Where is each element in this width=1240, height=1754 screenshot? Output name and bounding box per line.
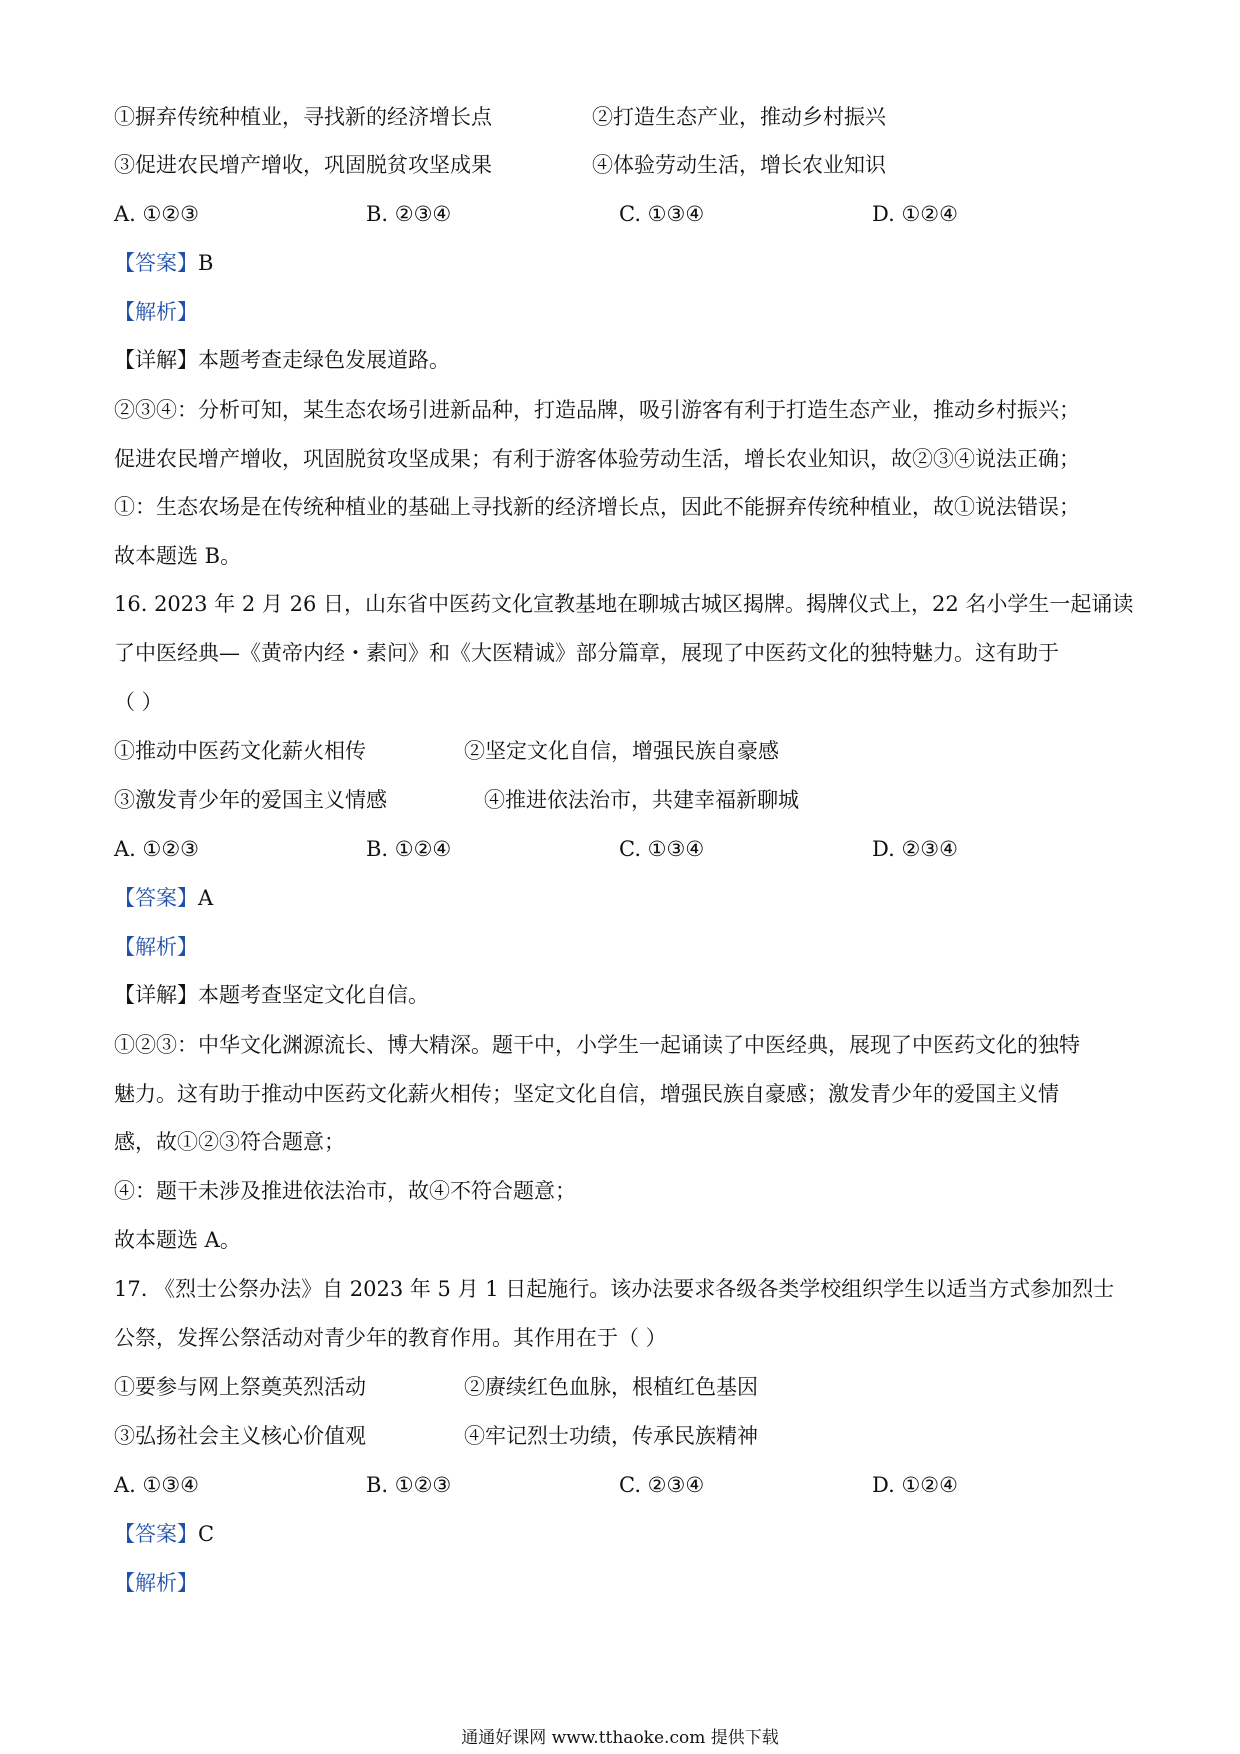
- q15-detail: [114, 346, 450, 374]
- q17-statement-row2-right: ④牢记烈士功绩，传承民族精神: [464, 1424, 758, 1448]
- detail-label: 【详解】: [114, 983, 198, 1007]
- q15-statement-row2-right: ④体验劳动生活，增长农业知识: [592, 153, 886, 177]
- q16-explain-line-2: 魅力。这有助于推动中医药文化薪火相传；坚定文化自信，增强民族自豪感；激发青少年的爱国主义情: [114, 1082, 1059, 1106]
- q16-statement-row1-right: ②坚定文化自信，增强民族自豪感: [464, 739, 779, 763]
- q16-explain-line-4: ④：题干未涉及推进依法治市，故④不符合题意；: [114, 1179, 576, 1203]
- q16-stem-line-2: 了中医经典—《黄帝内经・素问》和《大医精诚》部分篇章，展现了中医药文化的独特魅力。这有助于: [114, 641, 1059, 665]
- q16-detail: [114, 981, 429, 1009]
- q15-option-d: D. ①②④: [872, 202, 958, 226]
- q17-option-c: C. ②③④: [619, 1473, 705, 1497]
- q16-answer: [114, 884, 213, 912]
- q16-stem-line-3: （ ）: [114, 690, 163, 714]
- q16-explain-line-1: ①②③：中华文化渊源流长、博大精深。题干中，小学生一起诵读了中医经典，展现了中医药文化的独特: [114, 1033, 1080, 1057]
- q16-explain-line-3: 感，故①②③符合题意；: [114, 1130, 345, 1154]
- footer-source: 通通好课网 www.tthaoke.com 提供下载: [461, 1728, 779, 1748]
- q16-option-d: D. ②③④: [872, 837, 958, 861]
- q16-option-a: A. ①②③: [114, 837, 199, 861]
- q16-option-c: C. ①③④: [619, 837, 705, 861]
- q15-analysis-label: 【解析】: [114, 300, 198, 324]
- q17-option-b: B. ①②③: [366, 1473, 452, 1497]
- q17-answer: [114, 1520, 214, 1548]
- q15-statement-row1-left: ①摒弃传统种植业，寻找新的经济增长点: [114, 105, 492, 129]
- q15-option-b: B. ②③④: [366, 202, 452, 226]
- q17-stem-line-1: 17. 《烈士公祭办法》自 2023 年 5 月 1 日起施行。该办法要求各级各类学校组织学生以适当方式参加烈士: [114, 1277, 1115, 1301]
- q17-statement-row1-right: ②赓续红色血脉，根植红色基因: [464, 1375, 758, 1399]
- q17-stem-line-2: 公祭，发挥公祭活动对青少年的教育作用。其作用在于（ ）: [114, 1326, 667, 1350]
- q16-analysis-label: 【解析】: [114, 935, 198, 959]
- q16-stem-line-1: 16. 2023 年 2 月 26 日，山东省中医药文化宣教基地在聊城古城区揭牌。揭牌仪式上，22 名小学生一起诵读: [114, 592, 1134, 616]
- q15-explain-line-3: ①：生态农场是在传统种植业的基础上寻找新的经济增长点，因此不能摒弃传统种植业，故①说法错误；: [114, 495, 1080, 519]
- answer-value: A: [198, 886, 214, 910]
- answer-label: 【答案】: [114, 1522, 198, 1546]
- q16-explain-line-5: 故本题选 A。: [114, 1228, 241, 1252]
- q16-statement-row1-left: ①推动中医药文化薪火相传: [114, 739, 366, 763]
- q15-explain-line-4: 故本题选 B。: [114, 544, 242, 568]
- q15-explain-line-2: 促进农民增产增收，巩固脱贫攻坚成果；有利于游客体验劳动生活，增长农业知识，故②③④说法正确；: [114, 447, 1080, 471]
- answer-value: B: [198, 251, 214, 275]
- answer-value: C: [198, 1522, 215, 1546]
- q15-option-c: C. ①③④: [619, 202, 705, 226]
- q15-answer: [114, 249, 213, 277]
- detail-label: 【详解】: [114, 348, 198, 372]
- q15-statement-row2-left: ③促进农民增产增收，巩固脱贫攻坚成果: [114, 153, 492, 177]
- q15-option-a: A. ①②③: [114, 202, 199, 226]
- answer-label: 【答案】: [114, 886, 198, 910]
- detail-text: 本题考查走绿色发展道路。: [198, 348, 450, 372]
- detail-text: 本题考查坚定文化自信。: [198, 983, 429, 1007]
- q17-statement-row1-left: ①要参与网上祭奠英烈活动: [114, 1375, 366, 1399]
- q17-statement-row2-left: ③弘扬社会主义核心价值观: [114, 1424, 366, 1448]
- q17-option-d: D. ①②④: [872, 1473, 958, 1497]
- answer-label: 【答案】: [114, 251, 198, 275]
- q16-statement-row2-left: ③激发青少年的爱国主义情感: [114, 788, 387, 812]
- q15-statement-row1-right: ②打造生态产业，推动乡村振兴: [592, 105, 886, 129]
- q15-explain-line-1: ②③④：分析可知，某生态农场引进新品种，打造品牌，吸引游客有利于打造生态产业，推动乡村振兴；: [114, 398, 1080, 422]
- q16-option-b: B. ①②④: [366, 837, 452, 861]
- q17-analysis-label: 【解析】: [114, 1571, 198, 1595]
- q17-option-a: A. ①③④: [114, 1473, 199, 1497]
- q16-statement-row2-right: ④推进依法治市，共建幸福新聊城: [484, 788, 799, 812]
